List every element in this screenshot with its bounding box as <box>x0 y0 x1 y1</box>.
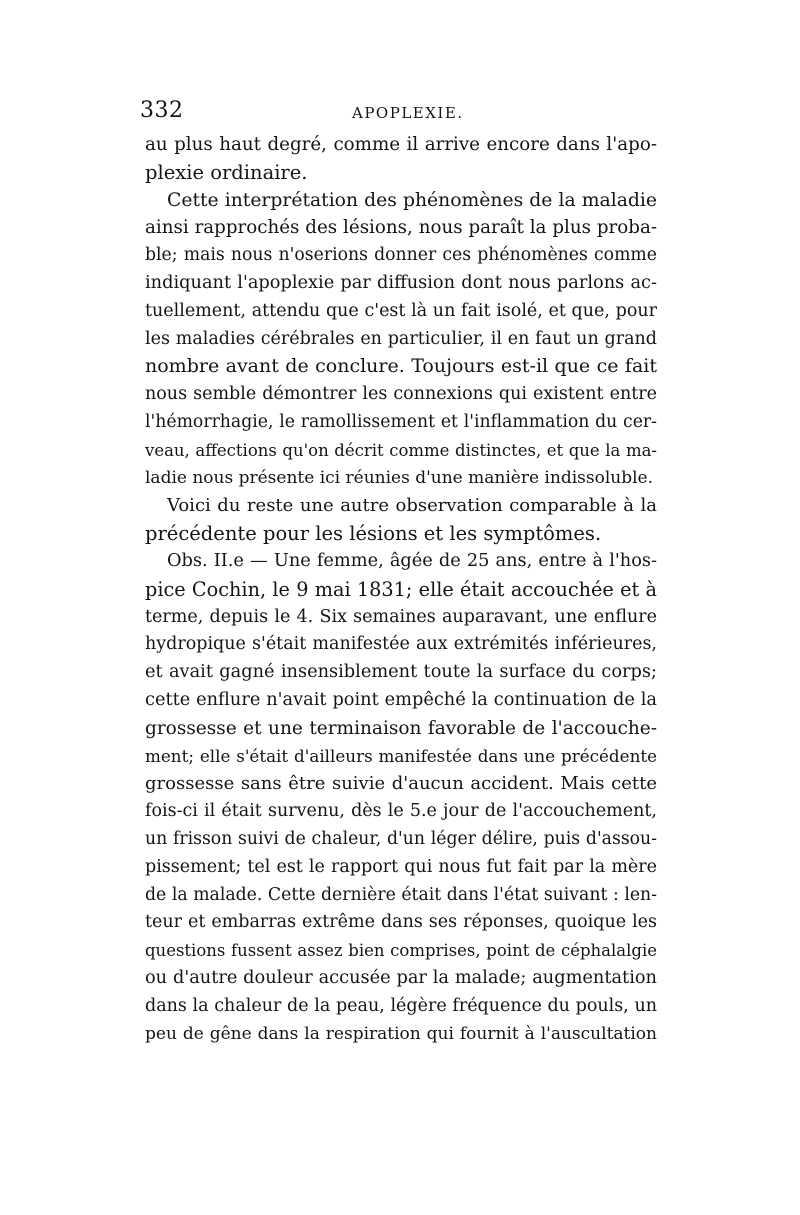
text-line: pissement; tel est le rapport qui nous fut fait par la mère <box>145 856 657 877</box>
text-line: grossesse et une terminaison favorable de l'accouche- <box>145 717 657 739</box>
text-line: grossesse sans être suivie d'aucun accident. Mais cette <box>145 773 657 795</box>
text-line: ainsi rapprochés des lésions, nous paraît la plus proba- <box>145 217 657 239</box>
text-line: de la malade. Cette dernière était dans l'état suivant : len- <box>145 884 657 905</box>
text-line: l'hémorrhagie, le ramollissement et l'inflammation du cer- <box>145 411 657 432</box>
page-number: 332 <box>140 98 184 123</box>
text-line: les maladies cérébrales en particulier, il en faut un grand <box>145 328 657 349</box>
text-line: précédente pour les lésions et les symptômes. <box>145 522 602 546</box>
text-line: terme, depuis le 4. Six semaines auparavant, une enflure <box>145 606 657 627</box>
running-head: APOPLEXIE. <box>352 104 464 122</box>
text-line: ment; elle s'était d'ailleurs manifestée dans une précédente <box>145 745 657 766</box>
text-line: hydropique s'était manifestée aux extrémités inférieures, <box>145 634 657 655</box>
text-line: teur et embarras extrême dans ses réponses, quoique les <box>145 912 657 933</box>
text-line: dans la chaleur de la peau, légère fréquence du pouls, un <box>145 995 657 1016</box>
text-line: nombre avant de conclure. Toujours est-il que ce fait <box>145 355 657 378</box>
body-text <box>145 131 657 1048</box>
text-line: plexie ordinaire. <box>145 160 308 184</box>
text-line: un frisson suivi de chaleur, d'un léger délire, puis d'assou- <box>145 828 657 849</box>
text-line: pice Cochin, le 9 mai 1831; elle était accouchée et à <box>145 577 657 601</box>
page-header <box>140 98 660 128</box>
text-line: tuellement, attendu que c'est là un fait isolé, et que, pour <box>145 300 657 321</box>
text-line: au plus haut degré, comme il arrive encore dans l'apo- <box>145 134 657 155</box>
text-line: cette enflure n'avait point empêché la continuation de la <box>145 689 657 710</box>
text-line: ble; mais nous n'oserions donner ces phénomènes comme <box>145 245 657 266</box>
text-line: Voici du reste une autre observation comparable à la <box>167 495 657 517</box>
text-line: Obs. II.e — Une femme, âgée de 25 ans, entre à l'hos- <box>167 550 657 571</box>
text-line: peu de gêne dans la respiration qui fournit à l'auscultation <box>145 1023 657 1044</box>
text-line: ladie nous présente ici réunies d'une manière indissoluble. <box>145 467 653 488</box>
text-line: et avait gagné insensiblement toute la surface du corps; <box>145 662 657 683</box>
text-line: Cette interprétation des phénomènes de la maladie <box>167 189 657 211</box>
text-line: fois-ci il était survenu, dès le 5.e jour de l'accouchement, <box>145 801 657 822</box>
text-line: veau, affections qu'on décrit comme distinctes, et que la ma- <box>145 440 657 460</box>
text-line: indiquant l'apoplexie par diffusion dont nous parlons ac- <box>145 272 657 293</box>
text-line: questions fussent assez bien comprises, point de céphalalgie <box>145 941 657 961</box>
text-line: ou d'autre douleur accusée par la malade; augmentation <box>145 967 657 988</box>
text-line: nous semble démontrer les connexions qui existent entre <box>145 384 657 405</box>
